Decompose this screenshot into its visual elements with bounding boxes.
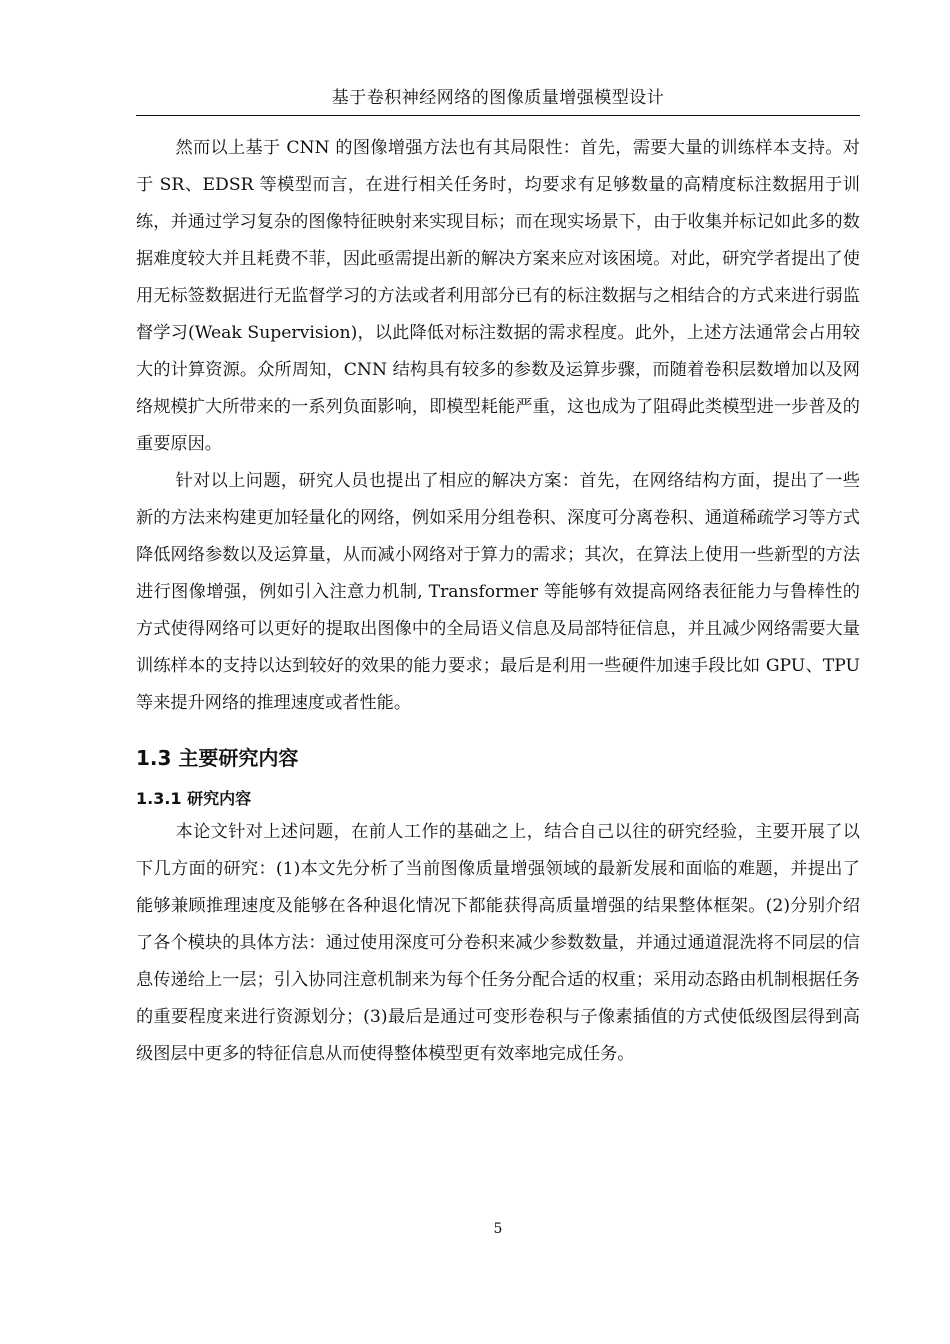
- header-rule: [136, 115, 860, 116]
- page-body: [136, 130, 860, 1073]
- subsection-heading: 1.3.1 研究内容: [136, 789, 252, 808]
- paragraph: 针对以上问题，研究人员也提出了相应的解决方案：首先，在网络结构方面，提出了一些新的方法来构建更加轻量化的网络，例如采用分组卷积、深度可分离卷积、通道稀疏学习等方式降低网络参数以及运算量，从而减小网络对于算力的需求；其次，在算法上使用一些新型的方法进行图像增强，例如引入注意力机制, Transformer 等能够有效提高网络表征能力与鲁棒性的方式使得网络可以更好的提取出图像中的全局语义信息及局部特征信息，并且减少网络需要大量训练样本的支持以达到较好的效果的能力要求；最后是利用一些硬件加速手段比如 GPU、TPU 等来提升网络的推理速度或者性能。: [136, 471, 860, 713]
- running-header: 基于卷积神经网络的图像质量增强模型设计: [331, 88, 665, 108]
- paragraph: 然而以上基于 CNN 的图像增强方法也有其局限性：首先，需要大量的训练样本支持。对于 SR、EDSR 等模型而言，在进行相关任务时，均要求有足够数量的高精度标注数据用于训练，并通过学习复杂的图像特征映射来实现目标；而在现实场景下，由于收集并标记如此多的数据难度较大并且耗费不菲，因此亟需提出新的解决方案来应对该困境。对此，研究学者提出了使用无标签数据进行无监督学习的方法或者利用部分已有的标注数据与之相结合的方式来进行弱监督学习(Weak Supervision)，以此降低对标注数据的需求程度。此外，上述方法通常会占用较大的计算资源。众所周知，CNN 结构具有较多的参数及运算步骤，而随着卷积层数增加以及网络规模扩大所带来的一系列负面影响，即模型耗能严重，这也成为了阻碍此类模型进一步普及的重要原因。: [136, 138, 860, 454]
- page-number: 5: [493, 1221, 503, 1237]
- paragraph: 本论文针对上述问题，在前人工作的基础之上，结合自己以往的研究经验，主要开展了以下几方面的研究：(1)本文先分析了当前图像质量增强领域的最新发展和面临的难题，并提出了能够兼顾推理速度及能够在各种退化情况下都能获得高质量增强的结果整体框架。(2)分别介绍了各个模块的具体方法：通过使用深度可分卷积来减少参数数量，并通过通道混洗将不同层的信息传递给上一层；引入协同注意机制来为每个任务分配合适的权重；采用动态路由机制根据任务的重要程度来进行资源划分；(3)最后是通过可变形卷积与子像素插值的方式使低级图层得到高级图层中更多的特征信息从而使得整体模型更有效率地完成任务。: [136, 822, 860, 1064]
- section-heading: 1.3 主要研究内容: [136, 746, 299, 770]
